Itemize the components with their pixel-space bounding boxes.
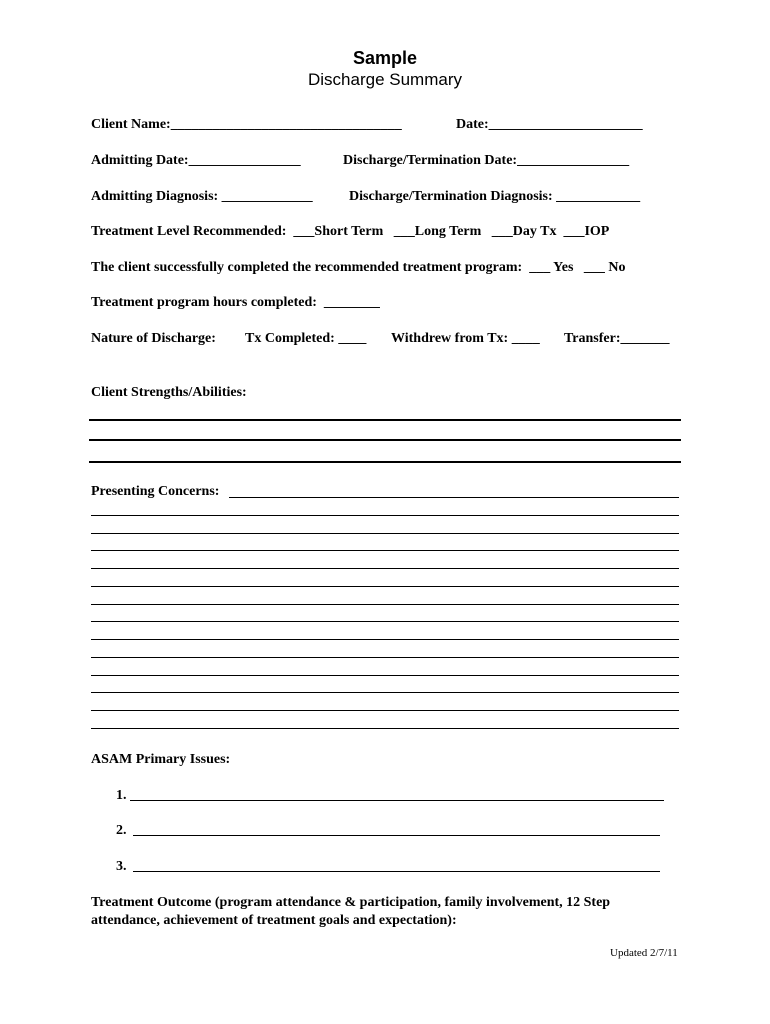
asam-item-number: 2. (116, 823, 127, 838)
concerns-line[interactable] (91, 657, 679, 658)
concerns-line[interactable] (91, 710, 679, 711)
asam-item-number: 3. (116, 859, 127, 874)
form-subtitle: Discharge Summary (308, 70, 462, 89)
strengths-line[interactable] (89, 461, 681, 463)
concerns-line[interactable] (91, 621, 679, 622)
strengths-line[interactable] (89, 419, 681, 421)
discharge-diagnosis-field[interactable]: Discharge/Termination Diagnosis: ____________ (349, 189, 641, 204)
concerns-line[interactable] (91, 604, 679, 605)
strengths-line[interactable] (89, 439, 681, 441)
presenting-concerns-label: Presenting Concerns: (91, 484, 220, 499)
updated-date: Updated 2/7/11 (610, 947, 678, 959)
transfer-field[interactable]: Transfer:_______ (564, 331, 670, 346)
nature-of-discharge-label: Nature of Discharge: (91, 331, 216, 346)
strengths-label: Client Strengths/Abilities: (91, 385, 247, 400)
treatment-level-field[interactable]: Treatment Level Recommended: ___Short Term ___Long Term ___Day Tx ___IOP (91, 224, 610, 239)
asam-item-line[interactable] (133, 835, 660, 836)
concerns-line[interactable] (229, 497, 679, 498)
concerns-line[interactable] (91, 515, 679, 516)
asam-item-line[interactable] (133, 871, 660, 872)
concerns-line[interactable] (91, 550, 679, 551)
asam-item-number: 1. (116, 788, 127, 803)
treatment-outcome-label-cont: attendance, achievement of treatment goals and expectation): (91, 913, 457, 928)
program-completion-field[interactable]: The client successfully completed the recommended treatment program: ___ Yes ___ No (91, 260, 626, 275)
concerns-line[interactable] (91, 568, 679, 569)
withdrew-field[interactable]: Withdrew from Tx: ____ (391, 331, 540, 346)
tx-completed-field[interactable]: Tx Completed: ____ (245, 331, 367, 346)
asam-item-line[interactable] (130, 800, 664, 801)
admitting-diagnosis-field[interactable]: Admitting Diagnosis: _____________ (91, 189, 313, 204)
concerns-line[interactable] (91, 586, 679, 587)
discharge-date-field[interactable]: Discharge/Termination Date:________________ (343, 153, 630, 168)
concerns-line[interactable] (91, 533, 679, 534)
asam-label: ASAM Primary Issues: (91, 752, 231, 767)
program-hours-field[interactable]: Treatment program hours completed: ________ (91, 295, 380, 310)
concerns-line[interactable] (91, 639, 679, 640)
date-field[interactable]: Date:______________________ (456, 117, 643, 132)
form-title: Sample (352, 48, 418, 68)
treatment-outcome-label: Treatment Outcome (program attendance & participation, family involvement, 12 Step (91, 895, 611, 910)
concerns-line[interactable] (91, 675, 679, 676)
concerns-line[interactable] (91, 692, 679, 693)
concerns-line[interactable] (91, 728, 679, 729)
client-name-field[interactable]: Client Name:_________________________________ (91, 117, 402, 132)
admitting-date-field[interactable]: Admitting Date:________________ (91, 153, 301, 168)
